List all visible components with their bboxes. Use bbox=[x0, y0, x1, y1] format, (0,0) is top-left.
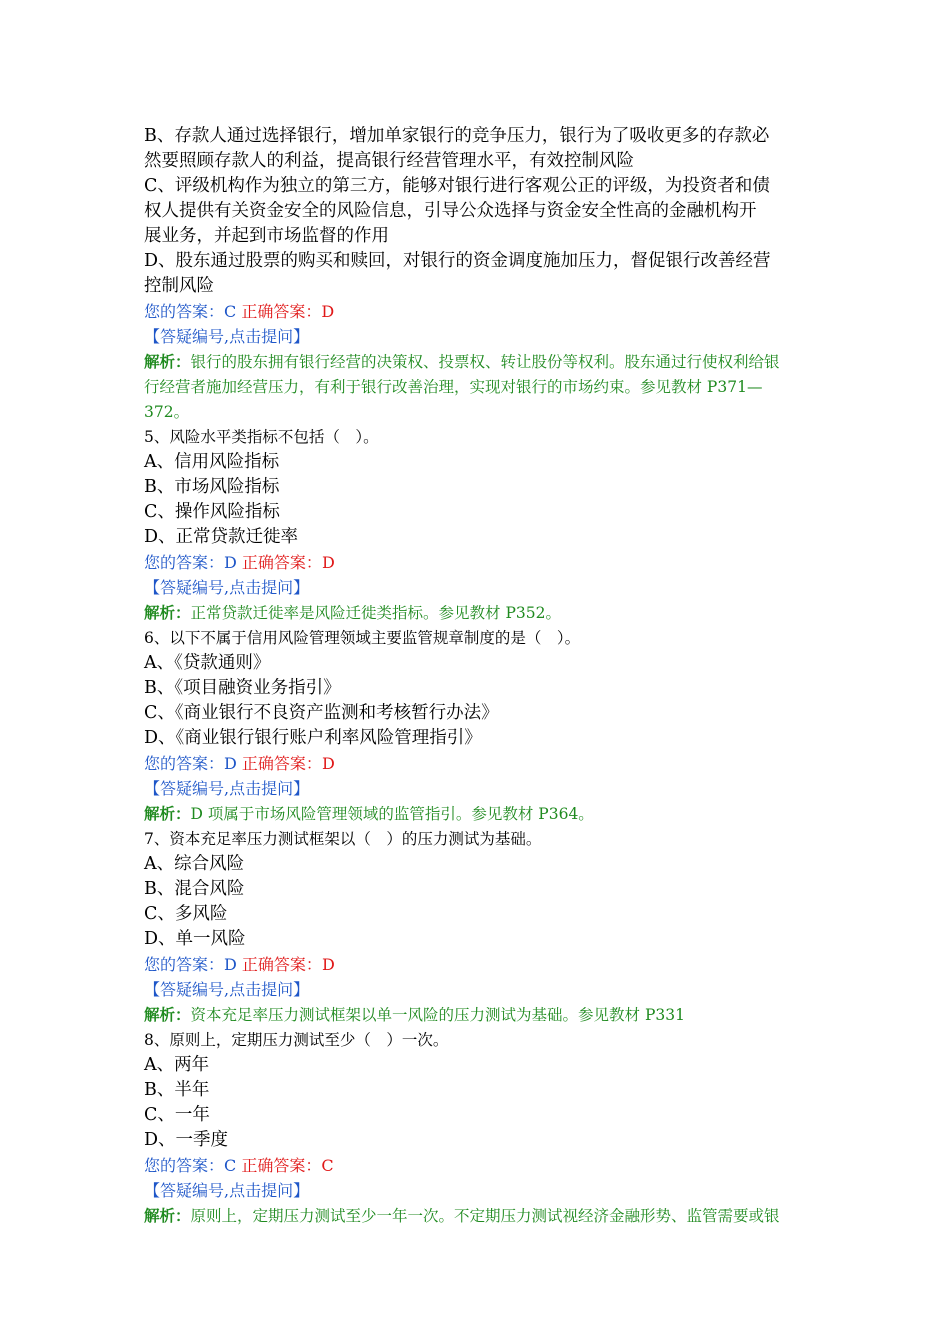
correct-answer: D bbox=[321, 754, 335, 773]
option-c-line-1: C、评级机构作为独立的第三方，能够对银行进行客观公正的评级，为投资者和债 bbox=[144, 176, 770, 196]
option-a: A、两年 bbox=[144, 1055, 210, 1075]
option-a: A、综合风险 bbox=[144, 854, 245, 874]
correct-answer-label: 正确答案： bbox=[236, 302, 322, 321]
analysis-label: 解析： bbox=[144, 1005, 191, 1024]
answer-line bbox=[144, 952, 810, 977]
analysis-line-2: 行经营者施加经营压力，有利于银行改善治理，实现对银行的市场约束。参见教材 P371— bbox=[144, 378, 763, 396]
ask-question-link[interactable]: 【答疑编号,点击提问】 bbox=[144, 779, 310, 798]
analysis-label: 解析： bbox=[144, 352, 191, 371]
answer-line bbox=[144, 1153, 810, 1178]
option-c: C、一年 bbox=[144, 1105, 210, 1125]
analysis-text: D 项属于市场风险管理领域的监管指引。参见教材 P364。 bbox=[190, 805, 594, 823]
analysis-line bbox=[144, 801, 810, 827]
your-answer-label: 您的答案： bbox=[144, 1156, 225, 1175]
analysis-line bbox=[144, 1203, 810, 1229]
correct-answer: D bbox=[321, 553, 335, 572]
answer-line bbox=[144, 550, 810, 575]
your-answer: C bbox=[224, 302, 237, 321]
correct-answer-label: 正确答案： bbox=[236, 754, 322, 773]
option-b: B、市场风险指标 bbox=[144, 477, 280, 497]
question-text: 5、风险水平类指标不包括（ ）。 bbox=[144, 428, 379, 446]
option-b: B、混合风险 bbox=[144, 879, 245, 899]
correct-answer: C bbox=[321, 1156, 334, 1175]
ask-question-link[interactable]: 【答疑编号,点击提问】 bbox=[144, 578, 310, 597]
option-b: B、《项目融资业务指引》 bbox=[144, 678, 341, 698]
your-answer: D bbox=[224, 955, 237, 974]
analysis-text: 银行的股东拥有银行经营的决策权、投票权、转让股份等权利。股东通过行使权利给银 bbox=[190, 353, 780, 371]
analysis-label: 解析： bbox=[144, 1206, 191, 1225]
question-text: 8、原则上，定期压力测试至少（ ）一次。 bbox=[144, 1031, 449, 1049]
option-d: D、单一风险 bbox=[144, 929, 246, 949]
answer-line bbox=[144, 751, 810, 776]
option-c-line-2: 权人提供有关资金安全的风险信息，引导公众选择与资金安全性高的金融机构开 bbox=[144, 201, 757, 221]
option-c: C、操作风险指标 bbox=[144, 502, 280, 522]
question-5 bbox=[144, 425, 810, 626]
analysis-label: 解析： bbox=[144, 804, 191, 823]
question-7 bbox=[144, 827, 810, 1028]
analysis-text: 原则上，定期压力测试至少一年一次。不定期压力测试视经济金融形势、监管需要或银 bbox=[190, 1207, 780, 1225]
question-text: 6、以下不属于信用风险管理领域主要监管规章制度的是（ ）。 bbox=[144, 629, 581, 647]
option-b-line-2: 然要照顾存款人的利益，提高银行经营管理水平，有效控制风险 bbox=[144, 151, 634, 171]
option-a: A、信用风险指标 bbox=[144, 452, 280, 472]
ask-question-link[interactable]: 【答疑编号,点击提问】 bbox=[144, 327, 310, 346]
option-d-line-2: 控制风险 bbox=[144, 276, 214, 296]
correct-answer: D bbox=[321, 302, 335, 321]
question-8 bbox=[144, 1028, 810, 1229]
option-b: B、半年 bbox=[144, 1080, 210, 1100]
option-c: C、多风险 bbox=[144, 904, 228, 924]
question-text: 7、资本充足率压力测试框架以（ ）的压力测试为基础。 bbox=[144, 830, 542, 848]
option-c: C、《商业银行不良资产监测和考核暂行办法》 bbox=[144, 703, 499, 723]
option-c-line-3: 展业务，并起到市场监督的作用 bbox=[144, 226, 389, 246]
question-4-tail bbox=[144, 124, 810, 425]
your-answer: D bbox=[224, 754, 237, 773]
option-a: A、《贷款通则》 bbox=[144, 653, 271, 673]
analysis-line bbox=[144, 1002, 810, 1028]
your-answer-label: 您的答案： bbox=[144, 955, 225, 974]
analysis-line bbox=[144, 600, 810, 626]
correct-answer-label: 正确答案： bbox=[236, 553, 322, 572]
analysis-line-3: 372。 bbox=[144, 403, 190, 421]
analysis-line-1 bbox=[144, 349, 810, 375]
option-d: D、一季度 bbox=[144, 1130, 229, 1150]
ask-question-link[interactable]: 【答疑编号,点击提问】 bbox=[144, 1181, 310, 1200]
correct-answer-label: 正确答案： bbox=[236, 955, 322, 974]
option-d: D、《商业银行银行账户利率风险管理指引》 bbox=[144, 728, 482, 748]
your-answer-label: 您的答案： bbox=[144, 553, 225, 572]
question-6 bbox=[144, 626, 810, 827]
option-d: D、正常贷款迁徙率 bbox=[144, 527, 299, 547]
your-answer-label: 您的答案： bbox=[144, 302, 225, 321]
correct-answer-label: 正确答案： bbox=[236, 1156, 322, 1175]
analysis-text: 资本充足率压力测试框架以单一风险的压力测试为基础。参见教材 P331 bbox=[190, 1006, 685, 1024]
your-answer: C bbox=[224, 1156, 237, 1175]
analysis-text: 正常贷款迁徙率是风险迁徙类指标。参见教材 P352。 bbox=[190, 604, 561, 622]
correct-answer: D bbox=[321, 955, 335, 974]
your-answer: D bbox=[224, 553, 237, 572]
your-answer-label: 您的答案： bbox=[144, 754, 225, 773]
option-b-line-1: B、存款人通过选择银行，增加单家银行的竞争压力，银行为了吸收更多的存款必 bbox=[144, 126, 770, 146]
analysis-label: 解析： bbox=[144, 603, 191, 622]
answer-line bbox=[144, 299, 810, 324]
question-list bbox=[144, 124, 810, 1229]
ask-question-link[interactable]: 【答疑编号,点击提问】 bbox=[144, 980, 310, 999]
option-d-line-1: D、股东通过股票的购买和赎回，对银行的资金调度施加压力，督促银行改善经营 bbox=[144, 251, 771, 271]
